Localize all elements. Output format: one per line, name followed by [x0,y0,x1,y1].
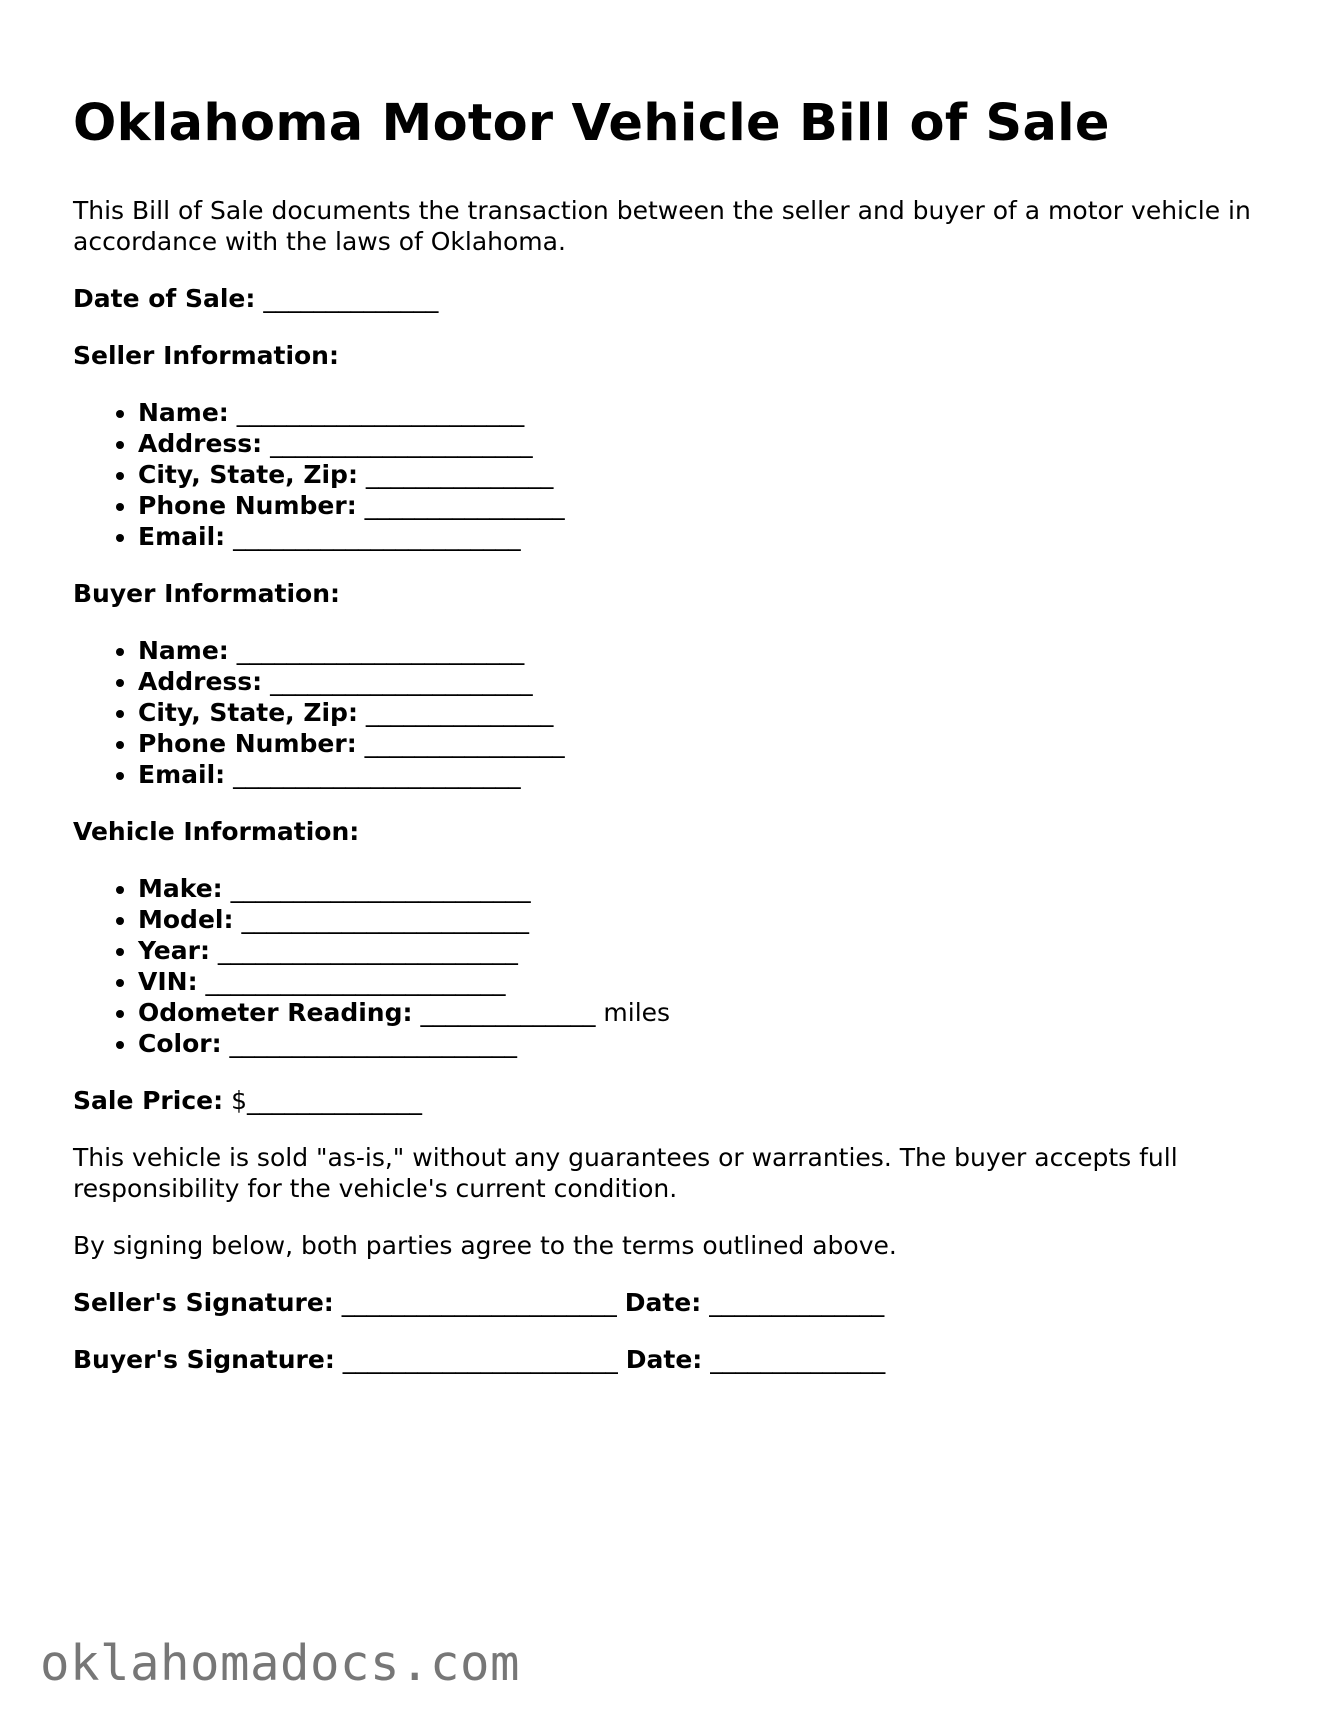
field-label: Name: [138,636,229,665]
intro-paragraph: This Bill of Sale documents the transaction between the seller and buyer of a motor vehicle in accordance with the laws of Oklahoma. [73,196,1251,256]
odometer-unit: miles [603,998,671,1027]
buyer-heading: Buyer Information: [73,579,341,608]
vehicle-field-color [138,1028,1253,1059]
field-blank[interactable]: _____________________ [270,429,533,458]
field-label: Color: [138,1029,222,1058]
buyer-fields-list [73,635,1253,790]
field-blank[interactable]: _______________________ [241,905,529,934]
sale-price-blank[interactable]: ______________ [246,1086,422,1115]
seller-signature-blank[interactable]: ______________________ [341,1288,617,1317]
seller-heading: Seller Information: [73,341,339,370]
buyer-signature-line [73,1344,1253,1375]
field-blank[interactable]: _______________________ [233,760,521,789]
seller-date-blank[interactable]: ______________ [709,1288,885,1317]
seller-field-name [138,397,1253,428]
buyer-field-phone [138,728,1253,759]
field-label: Address: [138,667,263,696]
seller-date-label: Date: [624,1288,702,1317]
vehicle-fields-list [73,873,1253,1059]
vehicle-field-make [138,873,1253,904]
field-label: Address: [138,429,263,458]
field-blank[interactable]: ________________________ [205,967,506,996]
buyer-signature-label: Buyer's Signature: [73,1345,335,1374]
field-blank[interactable]: ________________ [364,729,565,758]
field-label: Phone Number: [138,729,357,758]
field-blank[interactable]: ________________________ [230,874,531,903]
buyer-field-address [138,666,1253,697]
sale-price-label: Sale Price: [73,1086,224,1115]
as-is-paragraph: This vehicle is sold "as-is," without any guarantees or warranties. The buyer accepts full responsibility for the vehicle's current condition. [73,1143,1178,1203]
seller-signature-line [73,1287,1253,1318]
agreement-paragraph: By signing below, both parties agree to the terms outlined above. [73,1231,897,1260]
field-blank[interactable]: _______________________ [229,1029,518,1058]
field-blank[interactable]: ______________ [420,998,596,1027]
field-blank[interactable]: _______________________ [236,398,525,427]
buyer-date-label: Date: [625,1345,703,1374]
site-watermark: oklahomadocs.com [40,1635,521,1692]
field-label: Year: [138,936,210,965]
vehicle-heading: Vehicle Information: [73,817,360,846]
field-blank[interactable]: ________________________ [217,936,518,965]
vehicle-field-odometer [138,997,1253,1028]
field-blank[interactable]: ________________ [364,491,565,520]
field-label: Email: [138,522,226,551]
field-label: Make: [138,874,223,903]
date-of-sale-line [73,283,1253,314]
field-label: VIN: [138,967,198,996]
field-label: Model: [138,905,234,934]
field-blank[interactable]: _______________ [365,460,554,489]
seller-field-city-state-zip [138,459,1253,490]
vehicle-field-year [138,935,1253,966]
field-blank[interactable]: _______________ [365,698,554,727]
seller-field-phone [138,490,1253,521]
date-of-sale-label: Date of Sale: [73,284,256,313]
field-label: Phone Number: [138,491,357,520]
seller-field-address [138,428,1253,459]
field-label: Email: [138,760,226,789]
seller-signature-label: Seller's Signature: [73,1288,334,1317]
seller-field-email [138,521,1253,552]
buyer-field-email [138,759,1253,790]
currency-symbol: $ [231,1086,247,1115]
date-of-sale-blank[interactable]: ______________ [263,284,439,313]
field-label: Odometer Reading: [138,998,413,1027]
buyer-date-blank[interactable]: ______________ [710,1345,886,1374]
vehicle-field-model [138,904,1253,935]
field-label: City, State, Zip: [138,698,358,727]
buyer-field-city-state-zip [138,697,1253,728]
buyer-signature-blank[interactable]: ______________________ [342,1345,618,1374]
field-label: City, State, Zip: [138,460,358,489]
field-blank[interactable]: _______________________ [233,522,521,551]
field-label: Name: [138,398,229,427]
seller-fields-list [73,397,1253,552]
field-blank[interactable]: _____________________ [270,667,533,696]
sale-price-line [73,1085,1253,1116]
document-title: Oklahoma Motor Vehicle Bill of Sale [73,94,1110,153]
vehicle-field-vin [138,966,1253,997]
field-blank[interactable]: _______________________ [236,636,525,665]
buyer-field-name [138,635,1253,666]
document-page [73,88,1253,1375]
